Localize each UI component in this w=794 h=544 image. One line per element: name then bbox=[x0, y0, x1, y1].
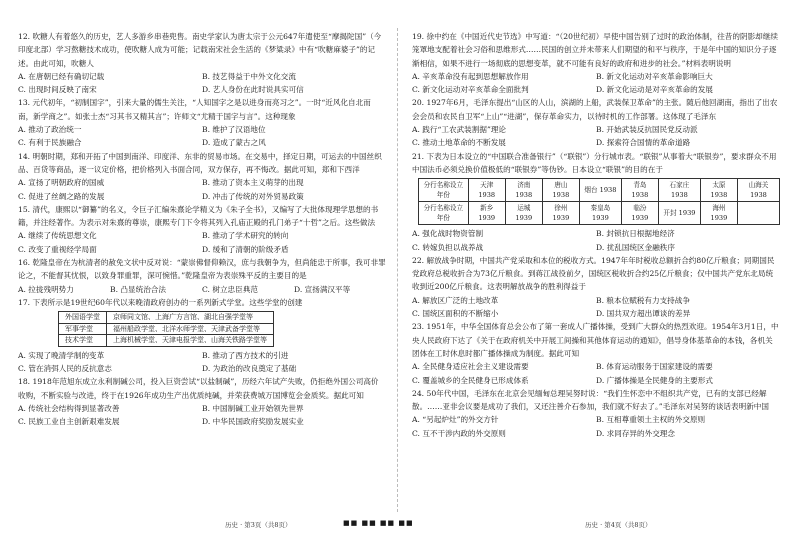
question-stem: 23. 1951年，中华全国体育总会公布了第一套成人广播体操，受到广大群众的热烈欢迎。1954年3月1日，中央人民政府下达了《关于在政府机关中开展工间操和其他体育运动的通知》，倡导身体基革命的本钱，各机关团体在工时休息时都广播体操成为制度。据此可知 bbox=[412, 322, 779, 358]
option: C. 出现时间反映了南宋 bbox=[18, 85, 97, 95]
table-cell: 分行名称设立年份 bbox=[419, 202, 469, 225]
question-stem: 19. 徐中约在《中国近代史节选》中写道：“（20世纪初）早使中国告别了过时的政治体制，往昔的阴影却继续笼罩地支配着社会习俗和思维形式……民国的创立并未带来人们期望的和平与秩序，于是年中国的知识分子逐渐相信，如果不进行一场彻底的思想变革，就不可能有良好的政府和进步的社会。”材料表明说明 bbox=[412, 32, 778, 68]
option: A. 宣扬了明朝政府的国威 bbox=[18, 178, 105, 188]
option: B. 新文化运动对辛亥革命影响巨大 bbox=[596, 71, 713, 81]
option: C. 管在消弭人民的反抗意志 bbox=[18, 364, 112, 374]
option: A. 拉拢残明势力 bbox=[18, 284, 74, 294]
option: C. 互不干涉内政的外交原则 bbox=[412, 428, 506, 438]
option: C. 改变了重视经学局面 bbox=[18, 244, 97, 254]
question-18 bbox=[18, 375, 386, 428]
question-stem: 17. 下表所示是19世纪60年代以来晚清政府创办的一系列新式学堂。这些学堂的创建 bbox=[18, 297, 303, 307]
option: D. 探索符合国情的革命道路 bbox=[596, 138, 691, 148]
question-21 bbox=[412, 150, 780, 254]
question-stem: 15. 清代，康熙以“御纂”的名义，令巨子汇编朱熹论学精义为《朱子全书》，又编写了大批体现理学思想的书籍，并注经著作。为表示对朱熹的尊崇，康熙专门下令将其列入孔庙正殿的孔门弟子“十哲”之后。这些做法 bbox=[18, 204, 379, 228]
right-column bbox=[412, 30, 780, 440]
question-23 bbox=[412, 320, 780, 386]
question-stem: 24. 50年代中国，毛泽东在北京会见缅甸总理吴努时说：“我们生怀恋中不组织共产党，已有的支部已经解散。……亚非会议要是成功了我们，又还注善介石参加，我们就不好去了。”毛泽东对吴努的谈话表明新中国 bbox=[412, 388, 769, 412]
question-12 bbox=[18, 30, 386, 96]
question-16 bbox=[18, 256, 386, 296]
option: C. 新文化运动对辛亥革命全面批判 bbox=[412, 85, 529, 95]
table-cell: 新乡 1939 bbox=[468, 202, 505, 225]
question-stem: 13. 元代初年，“初制国字”，引来大量的儒生关注，“人知国字之是以进身而亮习之”。一时“近风化自北而南，新学商之”。如张士杰“习其书又精其言”；许师文“尤精于国字与言”。这种现象 bbox=[18, 98, 371, 121]
option: C. 民族工业自主创新艰难发展 bbox=[18, 417, 120, 427]
bank-branch-table bbox=[418, 178, 780, 225]
question-14 bbox=[18, 150, 386, 203]
table-row bbox=[59, 312, 274, 324]
question-19 bbox=[412, 30, 780, 96]
option: B. 互相尊重领土主权的外交原则 bbox=[596, 415, 706, 425]
column-divider bbox=[397, 28, 398, 512]
option: C. 促进了丝绸之路的发展 bbox=[18, 191, 105, 201]
option: B. 推动了学术研究的转向 bbox=[202, 231, 289, 241]
table-cell: 京师同文馆、上海广方言馆、湖北自强学堂等 bbox=[107, 312, 274, 324]
table-cell bbox=[737, 202, 779, 225]
option: C. 国统区面积的不断缩小 bbox=[412, 309, 499, 319]
school-table bbox=[58, 311, 274, 347]
option: D. 中华民国政府奖励发展实业 bbox=[202, 417, 304, 427]
table-cell: 技术学堂 bbox=[59, 335, 107, 347]
table-cell: 开封 1939 bbox=[658, 202, 700, 225]
page-footer-left: 历史 · 第3页（共8页） bbox=[225, 521, 292, 529]
question-stem: 12. 吹糖人有着悠久的历史，艺人多游乡串巷兜售。南史学家认为唐太宗于公元647年遣使至“摩揭陀国”（今印度北部）学习熬糖技术成功，使吹糖人成为可能；记载南宋社会生活的《梦粱录》中有“吹糖麻婆子”的记述。由此可知，吹糖人 bbox=[18, 32, 382, 68]
option: D. 求同存异的外交理念 bbox=[596, 428, 675, 438]
option: B. 技艺得益于中外文化交流 bbox=[202, 71, 296, 81]
question-17 bbox=[18, 296, 386, 375]
question-13 bbox=[18, 96, 386, 149]
table-row bbox=[59, 323, 274, 335]
option: D. 扰乱国统区金融秩序 bbox=[596, 242, 675, 252]
option: B. 推动了西方技术的引进 bbox=[202, 350, 289, 360]
question-24 bbox=[412, 387, 780, 440]
option: A. 践行“工农武装割据”理论 bbox=[412, 125, 507, 135]
option: A. 推动了政治统一 bbox=[18, 125, 82, 135]
option: D. 新文化运动是对辛亥革命的发展 bbox=[596, 85, 713, 95]
option: B. 开始武装反抗国民党反动派 bbox=[596, 125, 698, 135]
option: B. 推动了资本主义萌芽的出现 bbox=[202, 178, 304, 188]
option: C. 有利于民族融合 bbox=[18, 138, 82, 148]
table-cell: 天津 1938 bbox=[468, 179, 505, 202]
table-cell: 徐州 1939 bbox=[542, 202, 579, 225]
option: D. 宣扬满汉平等 bbox=[294, 284, 351, 294]
table-row bbox=[59, 335, 274, 347]
table-cell: 上海机械学堂、天津电报学堂、山海关铁路学堂等 bbox=[107, 335, 274, 347]
option: A. 解放区广泛的土地改革 bbox=[412, 295, 499, 305]
table-cell: 青岛 1938 bbox=[621, 179, 658, 202]
table-row bbox=[419, 202, 780, 225]
option: A. 在唐朝已经有确切记载 bbox=[18, 71, 105, 81]
option: A. “另起炉灶”的外交方针 bbox=[412, 415, 499, 425]
option: C. 推动土地革命的不断发展 bbox=[412, 138, 506, 148]
option: D. 为政治的改良奠定了基础 bbox=[202, 364, 297, 374]
question-stem: 21. 下表为日本设立的“中国联合准备银行”（“联银”）分行城市表。“联银”从事着大“联银券”，要求群众不用中国法币必须兑换价值极低的“联银券”等伪钞。日本设立“联银”的目的在于 bbox=[412, 151, 777, 174]
question-22 bbox=[412, 254, 780, 320]
table-cell: 军事学堂 bbox=[59, 323, 107, 335]
option: B. 凸显统治合法 bbox=[110, 284, 166, 294]
table-cell: 运城 1939 bbox=[505, 202, 542, 225]
question-stem: 16. 乾隆皇帝在为杭清者的赦免文状中反对说：“蒙崇佛督仰赖汉，庶与我朝争为，但尚能忠于所事，我可非罪论之，不能督其忧恨，以致身罪重罪，深可惋惜。”乾隆皇帝为表崇殊平反的主要目的是 bbox=[18, 258, 386, 281]
table-cell: 海州 1939 bbox=[700, 202, 737, 225]
table-cell: 太原 1938 bbox=[700, 179, 737, 202]
registration-marks: ■■ ■■ ■■ ■■ bbox=[343, 519, 414, 527]
option: A. 继续了传统思想文化 bbox=[18, 231, 97, 241]
option: A. 全民健身适应社会主义建设需要 bbox=[412, 362, 529, 372]
table-cell: 福州船政学堂、北洋水师学堂、天津武备学堂等 bbox=[107, 323, 274, 335]
table-cell: 临汾 1939 bbox=[621, 202, 658, 225]
option: D. 造成了蒙古之风 bbox=[202, 138, 266, 148]
question-stem: 20. 1927年6月，毛泽东提出“山区的人山，滨湖的上船，武装保卫革命”的主张。随后他回湖南，指出了出农会会员和农民自卫军“上山”“进湖”，保存革命实力，以待时机的工作部署。这体现了毛泽东 bbox=[412, 98, 778, 121]
table-cell: 烟台 1938 bbox=[579, 179, 621, 202]
option: B. 中国制碱工业开始领先世界 bbox=[202, 403, 304, 413]
table-cell: 分行名称设立年份 bbox=[419, 179, 469, 202]
option: D. 广播体操是全民健身的主要形式 bbox=[596, 375, 713, 385]
option: B. 维护了汉语地位 bbox=[202, 125, 266, 135]
option: B. 体育运动服务于国家建设的需要 bbox=[596, 362, 713, 372]
option: C. 树立忠臣典范 bbox=[202, 284, 258, 294]
table-row bbox=[419, 179, 780, 202]
option: D. 国共双方超出谭谈的差异 bbox=[596, 309, 691, 319]
left-column bbox=[18, 30, 386, 429]
table-cell: 石家庄 1938 bbox=[658, 179, 700, 202]
option: B. 封锁抗日根据地经济 bbox=[596, 229, 675, 239]
question-15 bbox=[18, 203, 386, 256]
option: B. 粮本位赋税有力支持战争 bbox=[596, 295, 690, 305]
option: A. 强化战时物资管制 bbox=[412, 229, 484, 239]
option: D. 艺人身份在此时说具实可信 bbox=[202, 85, 304, 95]
option: A. 传统社会结构得到显著改善 bbox=[18, 403, 120, 413]
table-cell: 山海关 1938 bbox=[737, 179, 779, 202]
question-stem: 14. 明朝时期，郑和开拓了中国到南洋、印度洋、东非的贸易市场。在交易中，择定日期，可运去的中国丝织品、百货等商品，逐一议定价格，把价格列入书面合同，双方保存，再不悔改。据此可知，郑和下西洋 bbox=[18, 151, 382, 174]
option: D. 冲击了传统的对外贸易政策 bbox=[202, 191, 304, 201]
table-cell: 唐山 1938 bbox=[542, 179, 579, 202]
option: D. 缓和了清朝的阶级矛盾 bbox=[202, 244, 289, 254]
option: A. 实现了晚清学制的变革 bbox=[18, 350, 105, 360]
table-cell: 外国语学堂 bbox=[59, 312, 107, 324]
option: C. 转嫁负担以战养战 bbox=[412, 242, 484, 252]
question-stem: 22. 解放战争时期，中国共产党采取和本位的税收方式。1947年年时税收总额折合约80亿斤粮食；同期国民党政府总税收折合为73亿斤粮食。到蒋江战役前夕，国统区税收折合约25亿斤粮食；仅中国共产党东北局统收到近200亿斤粮食。这表明解放战争的胜利得益于 bbox=[412, 255, 775, 292]
option: C. 覆盖城乡的全民健身已形成体系 bbox=[412, 375, 529, 385]
table-cell: 济南 1938 bbox=[505, 179, 542, 202]
option: A. 辛亥革命没有起到思想解放作用 bbox=[412, 71, 529, 81]
page-footer-right: 历史 · 第4页（共8页） bbox=[585, 521, 652, 529]
question-stem: 18. 1918年范旭东成立永利制碱公司，投入巨资尝试“以盐制碱”，历经六年试产失败，仍拒绝外国公司高价收购，不断实验与改进，终于在1926年成功生产出优质纯碱，并荣获费城万国博览会金质奖。据此可知 bbox=[18, 377, 379, 400]
question-20 bbox=[412, 96, 780, 149]
table-cell: 秦皇岛 1939 bbox=[579, 202, 621, 225]
